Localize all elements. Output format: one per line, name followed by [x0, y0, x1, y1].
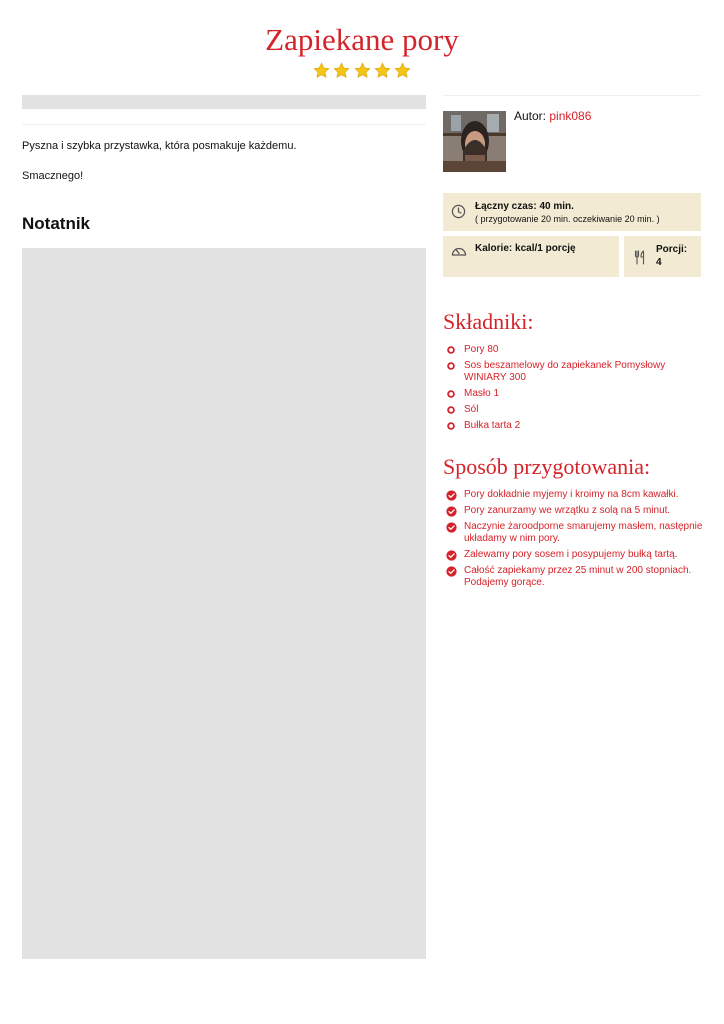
check-circle-icon	[446, 490, 457, 501]
time-detail: ( przygotowanie 20 min. oczekiwanie 20 min. )	[475, 214, 660, 224]
ingredients-title: Składniki:	[443, 309, 534, 334]
step-text: Pory zanurzamy we wrzątku z solą na 5 minut.	[464, 505, 671, 516]
notes-area[interactable]	[22, 248, 426, 959]
list-item	[443, 549, 705, 561]
step-text: Zalewamy pory sosem i posypujemy bułką tartą.	[464, 549, 678, 560]
check-circle-icon	[446, 522, 457, 533]
clock-icon	[451, 204, 466, 219]
notes-title: Notatnik	[22, 214, 90, 233]
bullet-circle-icon	[447, 390, 455, 398]
recipe-description: Pyszna i szybka przystawka, która posmakuje każdemu.	[22, 140, 297, 152]
author-avatar[interactable]	[443, 111, 506, 172]
check-circle-icon	[446, 506, 457, 517]
ingredient-text: Pory 80	[464, 344, 499, 355]
check-circle-icon	[446, 566, 457, 577]
portions-value: 4	[656, 257, 662, 268]
portions-label: Porcji:	[656, 244, 688, 255]
preparation-title: Sposób przygotowania:	[443, 454, 651, 479]
ingredient-text: Bułka tarta 2	[464, 420, 521, 431]
portions-box	[624, 236, 701, 277]
fork-knife-icon	[634, 250, 646, 265]
calories-box	[443, 236, 619, 277]
list-item	[443, 360, 705, 384]
star-icon[interactable]	[394, 62, 411, 79]
list-item	[443, 505, 705, 517]
divider	[443, 95, 701, 96]
author-name-link[interactable]: pink086	[549, 109, 592, 123]
bullet-circle-icon	[447, 406, 455, 414]
check-circle-icon	[446, 550, 457, 561]
gauge-icon	[451, 243, 467, 257]
list-item	[443, 420, 705, 432]
calories-label: Kalorie: kcal/1 porcję	[475, 243, 576, 254]
total-time-box	[443, 193, 701, 231]
total-time-label: Łączny czas: 40 min.	[475, 201, 574, 212]
step-text: Naczynie żaroodporne smarujemy masłem, następnie układamy w nim pory.	[464, 521, 703, 544]
star-icon[interactable]	[333, 62, 350, 79]
list-item	[443, 404, 705, 416]
list-item	[443, 489, 705, 501]
list-item	[443, 344, 705, 356]
rating-stars[interactable]	[0, 62, 724, 84]
bullet-circle-icon	[447, 346, 455, 354]
star-icon[interactable]	[354, 62, 371, 79]
bullet-circle-icon	[447, 422, 455, 430]
preparation-list	[443, 489, 705, 593]
list-item	[443, 565, 705, 589]
ingredients-list	[443, 344, 705, 436]
ingredient-text: Sól	[464, 404, 479, 415]
ingredient-text: Masło 1	[464, 388, 500, 399]
star-icon[interactable]	[374, 62, 391, 79]
author-label: Autor:	[514, 109, 547, 123]
image-placeholder-bar	[22, 95, 426, 109]
step-text: Pory dokładnie myjemy i kroimy na 8cm kawałki.	[464, 489, 679, 500]
step-text: Całość zapiekamy przez 25 minut w 200 stopniach. Podajemy gorące.	[464, 565, 692, 588]
bullet-circle-icon	[447, 362, 455, 370]
divider	[22, 124, 426, 125]
recipe-closing: Smacznego!	[22, 170, 84, 182]
ingredient-text: Sos beszamelowy do zapiekanek Pomysłowy WINIARY 300	[464, 360, 666, 383]
list-item	[443, 521, 705, 545]
recipe-title: Zapiekane pory	[265, 22, 459, 57]
star-icon[interactable]	[313, 62, 330, 79]
author	[514, 109, 591, 123]
list-item	[443, 388, 705, 400]
